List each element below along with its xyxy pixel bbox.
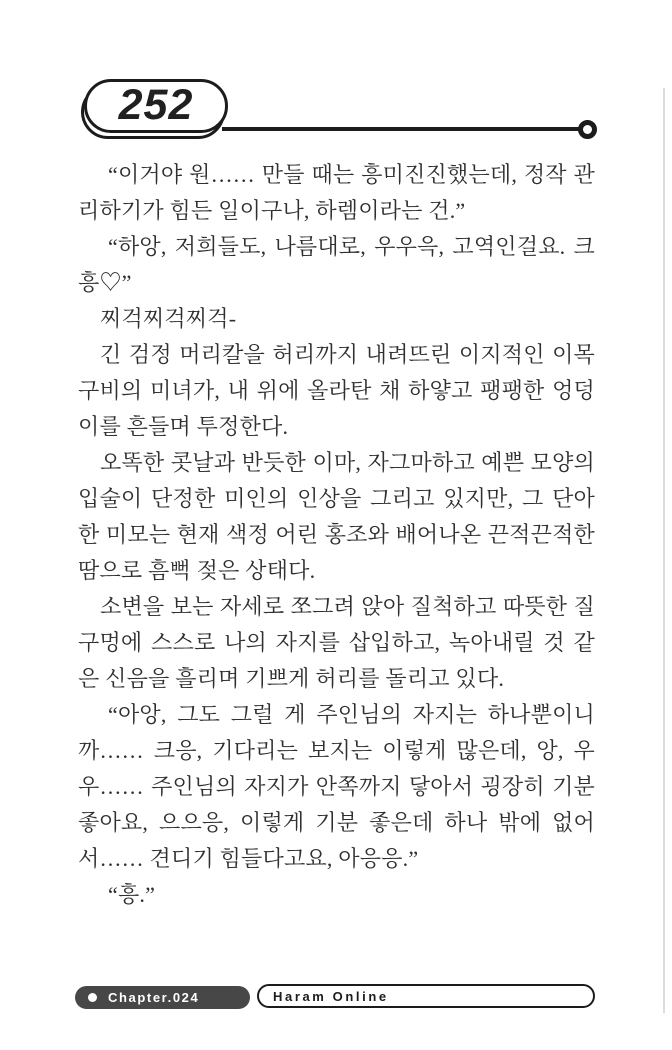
header-rule bbox=[222, 127, 580, 131]
paragraph: “이거야 원…… 만들 때는 흥미진진했는데, 정작 관리하기가 힘든 일이구나, 하렘이라는 건.” bbox=[78, 162, 595, 223]
dot-icon bbox=[88, 993, 97, 1002]
page-number: 252 bbox=[118, 80, 194, 129]
page-text-block bbox=[78, 157, 595, 913]
chapter-badge bbox=[75, 986, 250, 1009]
paragraph: 찌걱찌걱찌걱- bbox=[100, 306, 237, 331]
chapter-label: Chapter.024 bbox=[108, 990, 200, 1005]
page-number-pill bbox=[84, 79, 228, 133]
series-title-label: Haram Online bbox=[273, 988, 389, 1004]
series-title-badge bbox=[257, 984, 595, 1008]
paragraph: 오똑한 콧날과 반듯한 이마, 자그마하고 예쁜 모양의 입술이 단정한 미인의 인상을 그리고 있지만, 그 단아한 미모는 현재 색정 어린 홍조와 배어나온 끈적끈적한 땀으로 흠뻑 젖은 상태다. bbox=[78, 450, 595, 583]
paragraph: “아앙, 그도 그럴 게 주인님의 자지는 하나뿐이니까…… 크응, 기다리는 보지는 이렇게 많은데, 앙, 우우…… 주인님의 자지가 안쪽까지 닿아서 굉장히 기분 좋아요, 으으응, 이렇게 기분 좋은데 하나 밖에 없어서…… 견디기 힘들다고요, 아응응.” bbox=[78, 702, 595, 871]
paragraph: 소변을 보는 자세로 쪼그려 앉아 질척하고 따뜻한 질구멍에 스스로 나의 자지를 삽입하고, 녹아내릴 것 같은 신음을 흘리며 기쁘게 허리를 돌리고 있다. bbox=[78, 594, 595, 691]
page-scan-edge-line bbox=[663, 88, 665, 1013]
paragraph: 긴 검정 머리칼을 허리까지 내려뜨린 이지적인 이목구비의 미녀가, 내 위에 올라탄 채 하얗고 팽팽한 엉덩이를 흔들며 투정한다. bbox=[78, 342, 595, 439]
paragraph: “흥.” bbox=[108, 882, 156, 907]
ring-icon bbox=[578, 120, 597, 139]
paragraph: “하앙, 저희들도, 나름대로, 우우윽, 고역인걸요. 크흥♡” bbox=[78, 234, 595, 295]
